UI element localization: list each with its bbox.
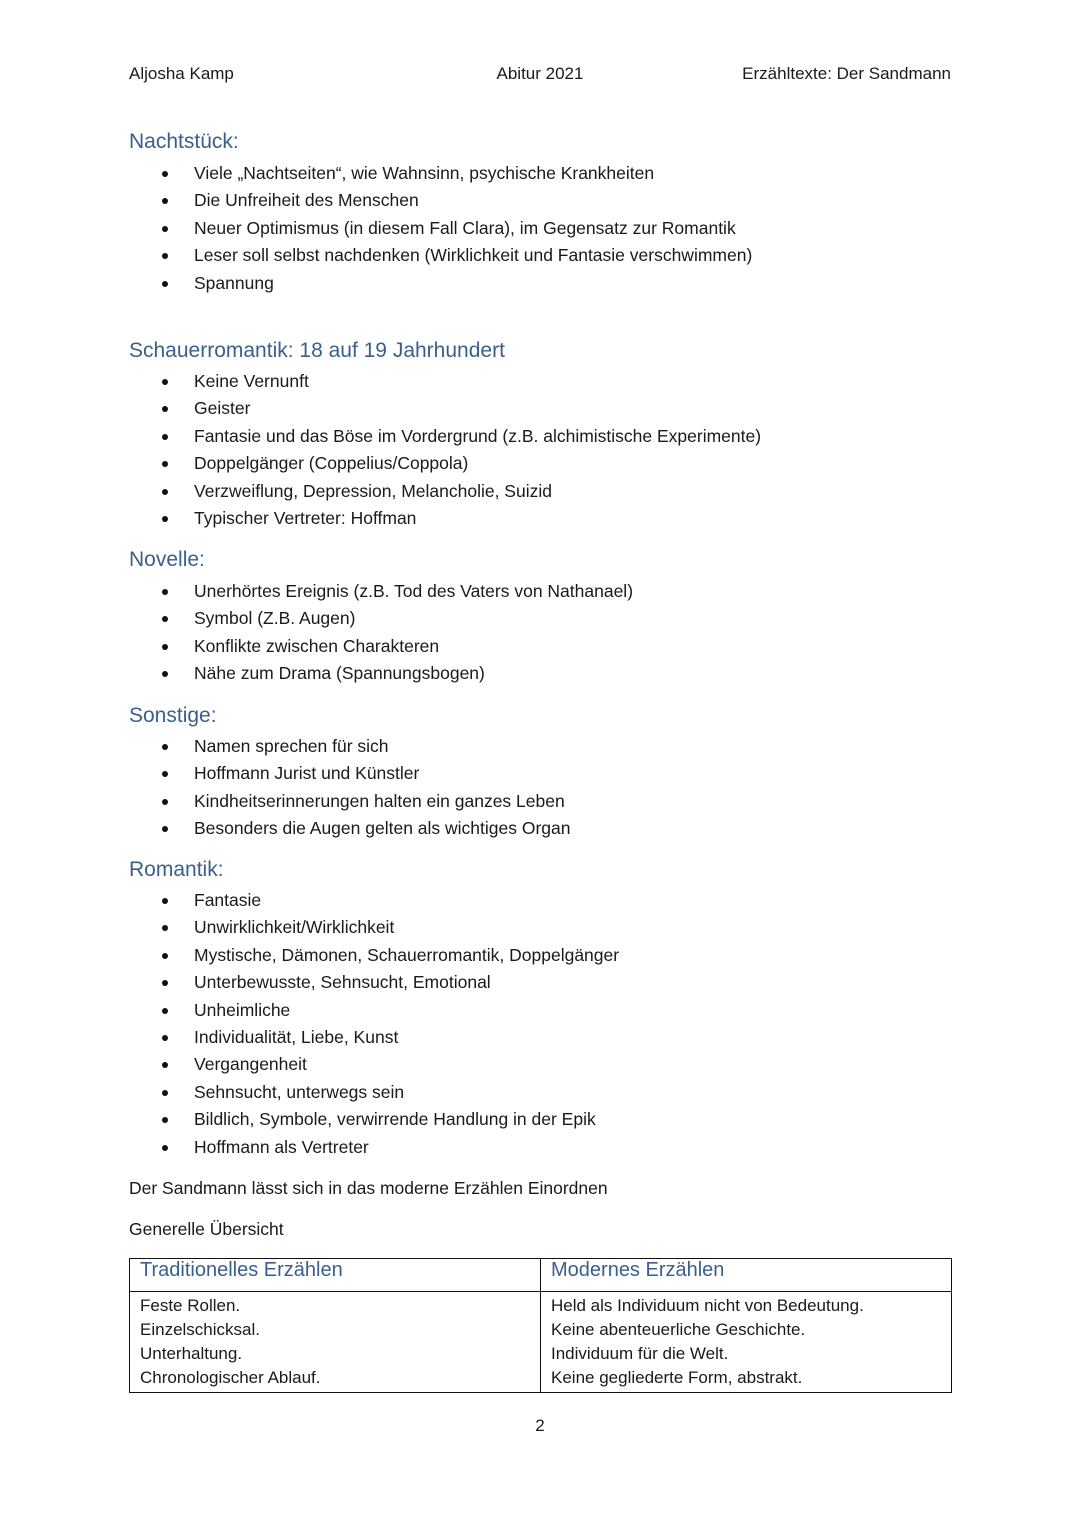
comparison-table	[129, 1258, 952, 1393]
bullet-list-sonstige	[129, 733, 571, 843]
list-item: Unerhörtes Ereignis (z.B. Tod des Vaters von Nathanael)	[129, 578, 633, 605]
list-item: Unheimliche	[129, 997, 619, 1024]
table-header-row	[130, 1259, 952, 1292]
list-item: Unterbewusste, Sehnsucht, Emotional	[129, 969, 619, 996]
list-item: Nähe zum Drama (Spannungsbogen)	[129, 660, 633, 687]
table-cell-line: Chronologischer Ablauf.	[140, 1368, 321, 1387]
list-item: Verzweiflung, Depression, Melancholie, Suizid	[129, 478, 761, 505]
table-header-traditional: Traditionelles Erzählen	[130, 1259, 541, 1292]
table-header-modern: Modernes Erzählen	[541, 1259, 952, 1292]
list-item: Konflikte zwischen Charakteren	[129, 633, 633, 660]
bullet-list-romantik	[129, 887, 619, 1161]
section-heading-nachtstueck: Nachtstück:	[129, 130, 239, 153]
list-item: Doppelgänger (Coppelius/Coppola)	[129, 450, 761, 477]
table-row	[130, 1292, 952, 1393]
sandmann-note: Der Sandmann lässt sich in das moderne Erzählen Einordnen	[129, 1178, 608, 1198]
list-item: Fantasie	[129, 887, 619, 914]
list-item: Besonders die Augen gelten als wichtiges Organ	[129, 815, 571, 842]
table-cell-line: Unterhaltung.	[140, 1344, 243, 1363]
bullet-list-nachtstueck	[129, 160, 752, 297]
header-center: Abitur 2021	[496, 64, 584, 83]
list-item: Geister	[129, 395, 761, 422]
header-topic: Erzähltexte: Der Sandmann	[742, 64, 951, 83]
list-item: Mystische, Dämonen, Schauerromantik, Doppelgänger	[129, 942, 619, 969]
page-header	[129, 64, 951, 90]
list-item: Typischer Vertreter: Hoffman	[129, 505, 761, 532]
table-cell-line: Individuum für die Welt.	[551, 1344, 729, 1363]
list-item: Individualität, Liebe, Kunst	[129, 1024, 619, 1051]
list-item: Sehnsucht, unterwegs sein	[129, 1079, 619, 1106]
page-number: 2	[535, 1416, 545, 1435]
section-heading-romantik: Romantik:	[129, 858, 224, 881]
table-cell-line: Keine abenteuerliche Geschichte.	[551, 1320, 806, 1339]
list-item: Fantasie und das Böse im Vordergrund (z.B. alchimistische Experimente)	[129, 423, 761, 450]
bullet-list-schauerromantik	[129, 368, 761, 532]
list-item: Leser soll selbst nachdenken (Wirklichkeit und Fantasie verschwimmen)	[129, 242, 752, 269]
list-item: Viele „Nachtseiten“, wie Wahnsinn, psychische Krankheiten	[129, 160, 752, 187]
list-item: Hoffmann Jurist und Künstler	[129, 760, 571, 787]
list-item: Spannung	[129, 270, 752, 297]
overview-label: Generelle Übersicht	[129, 1219, 284, 1239]
list-item: Neuer Optimismus (in diesem Fall Clara), im Gegensatz zur Romantik	[129, 215, 752, 242]
list-item: Unwirklichkeit/Wirklichkeit	[129, 914, 619, 941]
section-heading-sonstige: Sonstige:	[129, 704, 217, 727]
list-item: Kindheitserinnerungen halten ein ganzes Leben	[129, 788, 571, 815]
list-item: Die Unfreiheit des Menschen	[129, 187, 752, 214]
list-item: Hoffmann als Vertreter	[129, 1134, 619, 1161]
list-item: Keine Vernunft	[129, 368, 761, 395]
table-cell-modern	[541, 1292, 952, 1393]
table-cell-line: Held als Individuum nicht von Bedeutung.	[551, 1296, 864, 1315]
table-cell-line: Keine gegliederte Form, abstrakt.	[551, 1368, 803, 1387]
header-author: Aljosha Kamp	[129, 64, 234, 83]
table-cell-line: Feste Rollen.	[140, 1296, 241, 1315]
table-cell-line: Einzelschicksal.	[140, 1320, 260, 1339]
list-item: Namen sprechen für sich	[129, 733, 571, 760]
section-heading-schauerromantik: Schauerromantik: 18 auf 19 Jahrhundert	[129, 339, 505, 362]
bullet-list-novelle	[129, 578, 633, 688]
section-heading-novelle: Novelle:	[129, 548, 205, 571]
list-item: Bildlich, Symbole, verwirrende Handlung in der Epik	[129, 1106, 619, 1133]
table-cell-traditional	[130, 1292, 541, 1393]
list-item: Symbol (Z.B. Augen)	[129, 605, 633, 632]
list-item: Vergangenheit	[129, 1051, 619, 1078]
